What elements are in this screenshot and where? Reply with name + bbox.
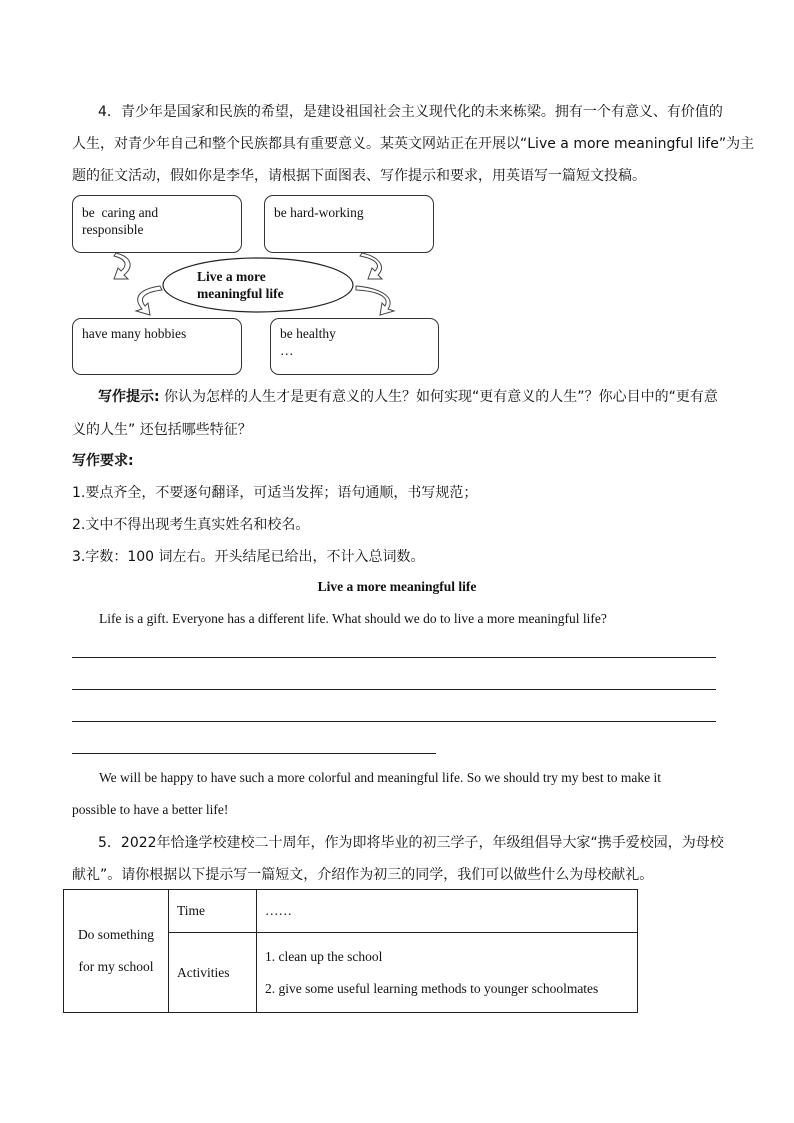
requirements-label: 写作要求:: [72, 453, 134, 469]
box-hobbies-label: have many hobbies: [82, 326, 187, 341]
hint-line-1: [98, 389, 718, 405]
center-line1: Live a more: [197, 269, 266, 284]
q5-line-2: 献礼”。请你根据以下提示写一篇短文，介绍作为初三的同学，我们可以做些什么为母校献礼。: [72, 867, 654, 883]
box-caring-line2: responsible: [82, 222, 144, 237]
writing-line: [72, 657, 716, 658]
hint-text-1: 你认为怎样的人生才是更有意义的人生？如何实现“更有意义的人生”？你心目中的“更有意: [159, 389, 718, 405]
table-header-line2: for my school: [78, 959, 154, 974]
table-header-cell: [64, 890, 169, 1013]
requirement-1: 1.要点齐全，不要逐句翻译，可适当发挥；语句通顺，书写规范；: [72, 485, 478, 501]
essay-title: Live a more meaningful life: [317, 579, 477, 594]
box-caring-line1: be caring and: [82, 205, 159, 220]
activity-2: 2. give some useful learning methods to younger schoolmates: [265, 980, 599, 996]
writing-line: [72, 753, 436, 754]
q5-table: [63, 889, 638, 1013]
q5-line-1: 5．2022年恰逢学校建校二十周年，作为即将毕业的初三学子，年级组倡导大家“携手爱校园，为母校: [98, 835, 724, 851]
writing-line: [72, 689, 716, 690]
hint-label: 写作提示:: [98, 389, 160, 405]
requirement-2: 2.文中不得出现考生真实姓名和校名。: [72, 517, 310, 533]
essay-ending-2: possible to have a better life!: [72, 802, 229, 817]
box-hard-working-label: be hard-working: [274, 205, 364, 220]
time-value: ……: [257, 890, 638, 933]
box-healthy-line1: be healthy: [280, 326, 336, 341]
essay-ending-1: We will be happy to have such a more colorful and meaningful life. So we should try my best to make it: [99, 770, 662, 785]
mind-map-diagram: [70, 193, 440, 375]
time-label: Time: [169, 890, 257, 933]
activities-label: Activities: [169, 933, 257, 1013]
box-healthy-line2: …: [280, 343, 294, 358]
essay-opening: Life is a gift. Everyone has a different life. What should we do to live a more meaningful life?: [99, 611, 607, 626]
q4-line-3: 题的征文活动，假如你是李华，请根据下面图表、写作提示和要求，用英语写一篇短文投稿。: [72, 168, 646, 184]
center-line2: meaningful life: [197, 286, 284, 301]
activities-cell: [257, 933, 638, 1013]
q4-line-1: 4．青少年是国家和民族的希望，是建设祖国社会主义现代化的未来栋梁。拥有一个有意义、有价值的: [98, 104, 723, 120]
q4-line-2: 人生，对青少年自己和整个民族都具有重要意义。某英文网站正在开展以“Live a more meaningful life”为主: [72, 136, 755, 152]
requirement-3: 3.字数：100 词左右。开头结尾已给出，不计入总词数。: [72, 549, 425, 565]
hint-text-2: 义的人生” 还包括哪些特征？: [72, 422, 252, 438]
writing-line: [72, 721, 716, 722]
activity-1: 1. clean up the school: [265, 948, 383, 964]
table-header-line1: Do something: [77, 927, 155, 942]
